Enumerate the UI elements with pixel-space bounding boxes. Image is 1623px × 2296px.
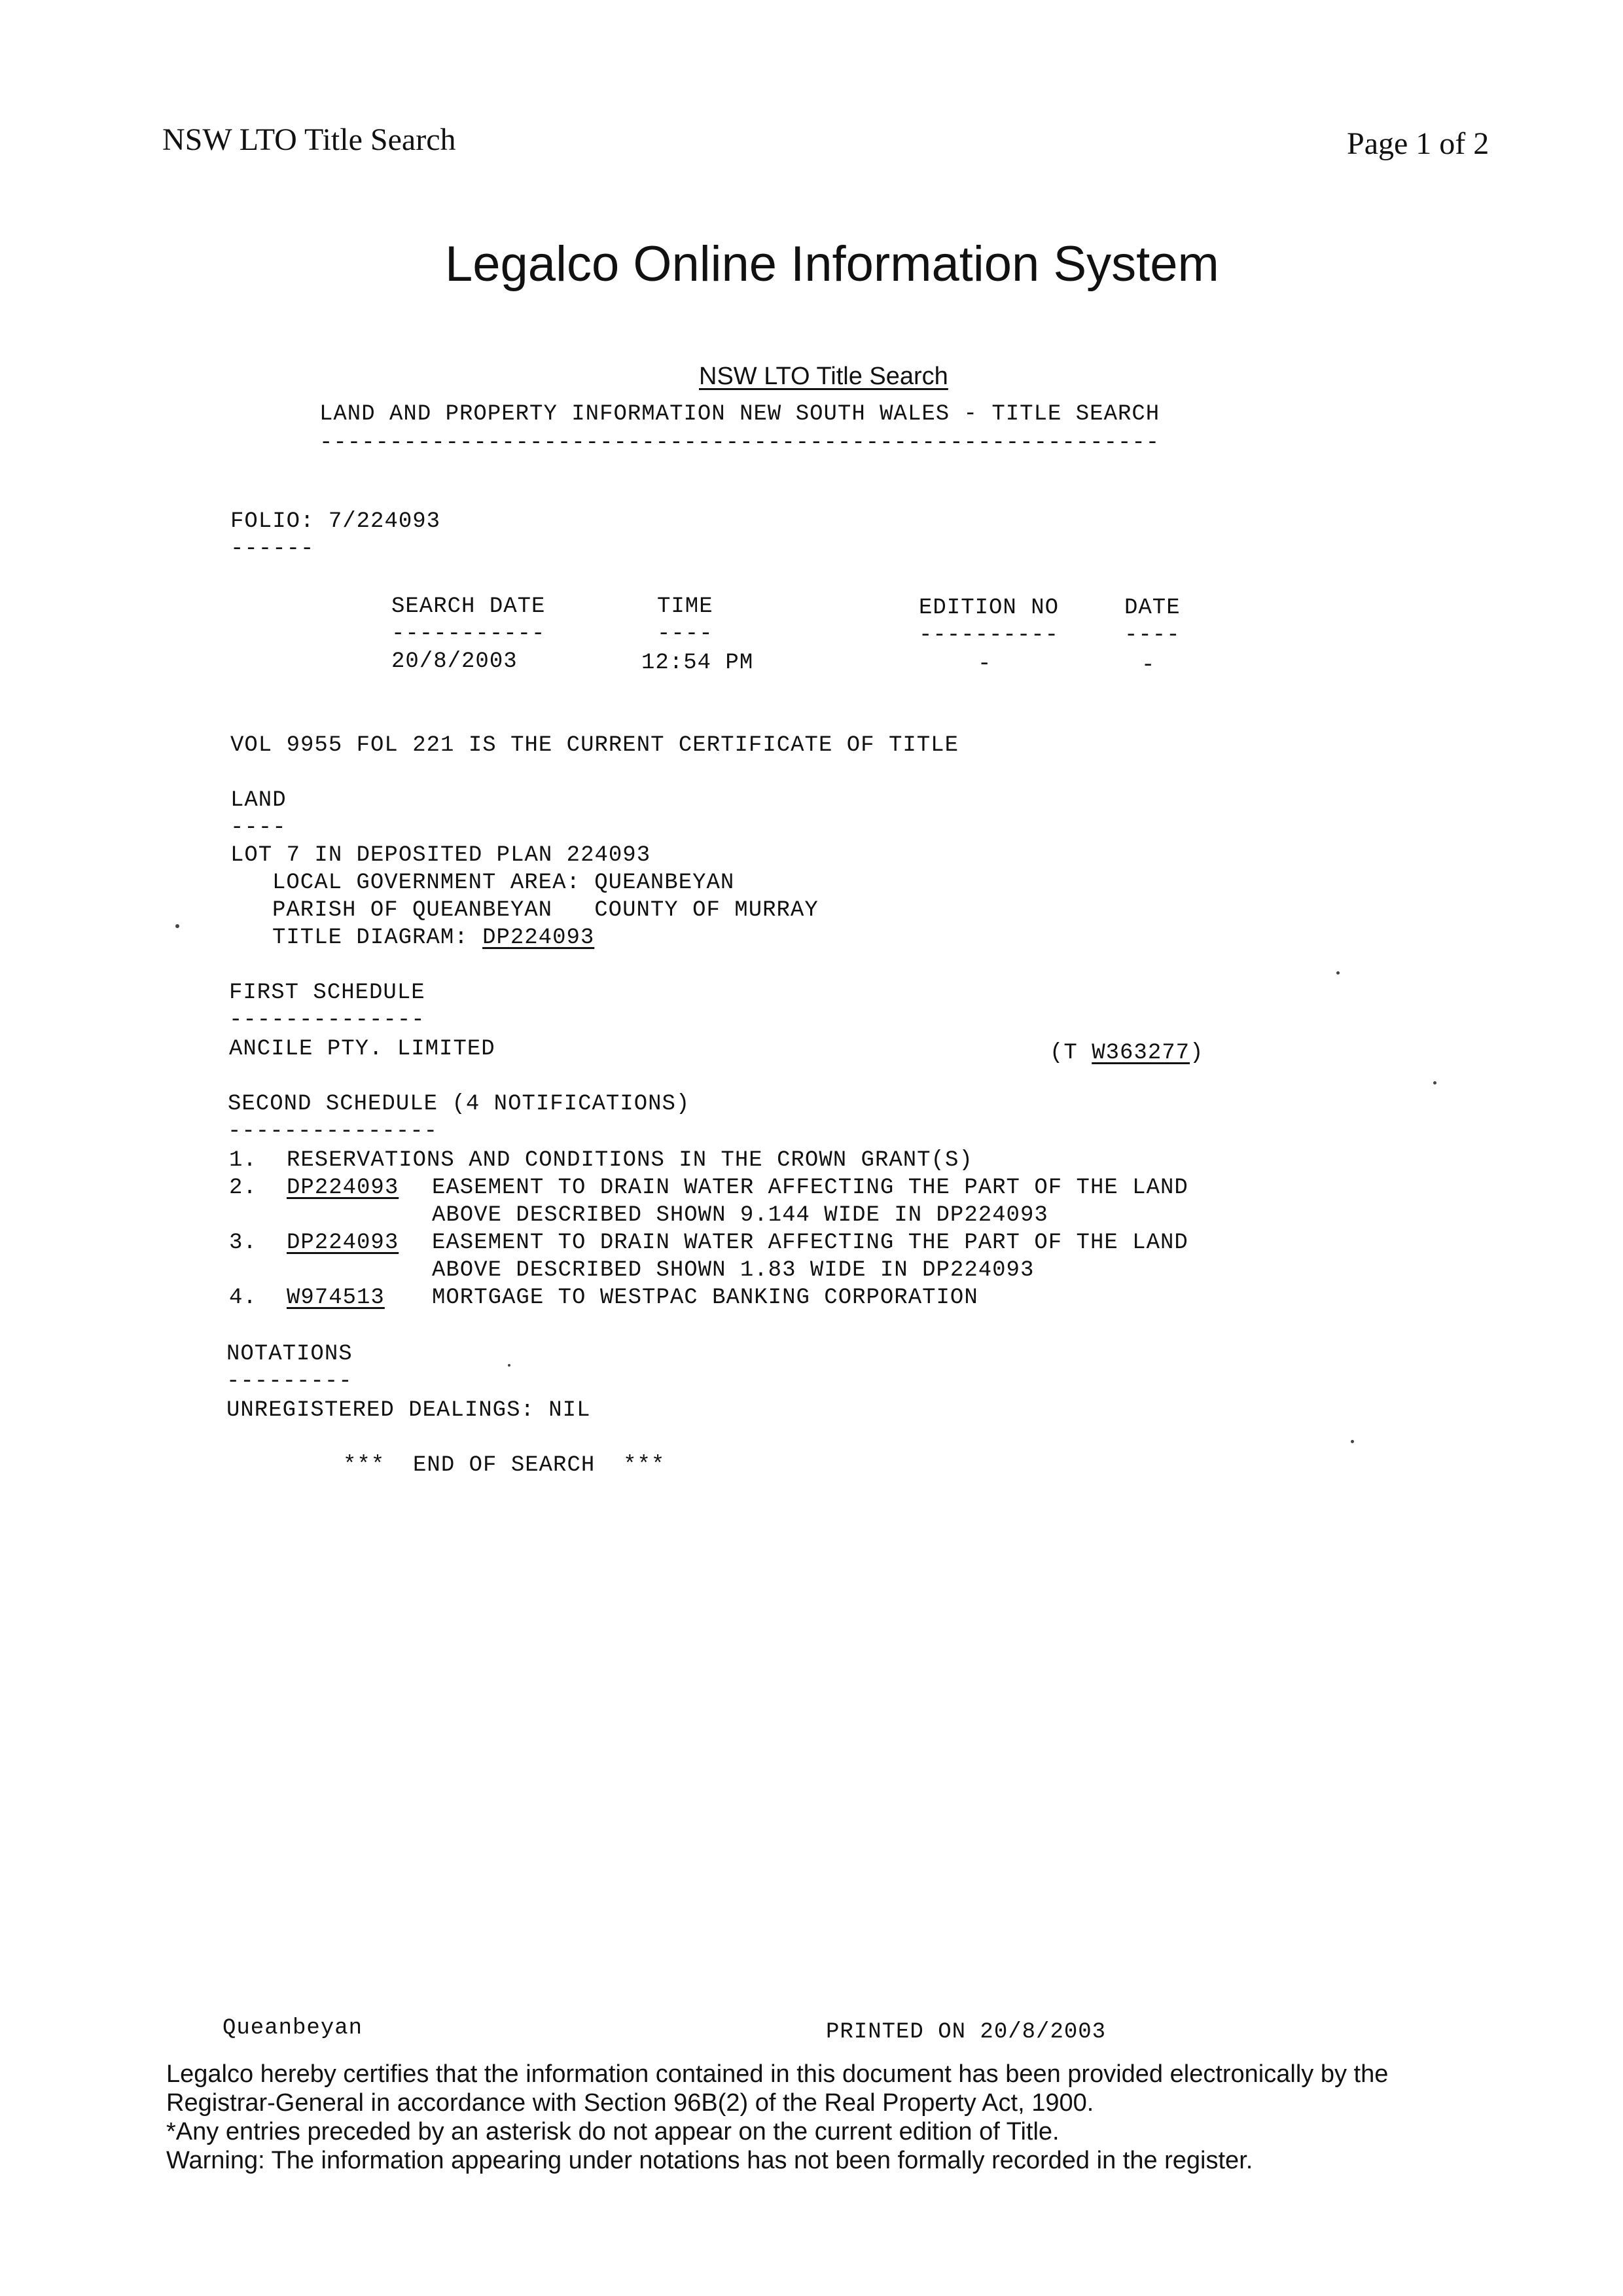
- folio-line: [230, 511, 440, 533]
- notification-text: ABOVE DESCRIBED SHOWN 1.83 WIDE IN DP224093: [432, 1258, 1035, 1283]
- title-diagram-line: [272, 927, 594, 949]
- dealing-ref-link[interactable]: W363277: [1092, 1041, 1190, 1066]
- col-header-search-date: SEARCH DATE: [391, 594, 546, 619]
- notification-dealing-link[interactable]: DP224093: [287, 1230, 399, 1255]
- footer-printed-date: PRINTED ON 20/8/2003: [826, 2020, 1107, 2045]
- notification-text: RESERVATIONS AND CONDITIONS IN THE CROWN GRANT(S): [287, 1148, 973, 1173]
- notification-number: 4.: [229, 1285, 257, 1310]
- land-rule: ----: [230, 816, 287, 840]
- col-rule-search-date: -----------: [391, 622, 546, 647]
- footer-asterisk-note: *Any entries preceded by an asterisk do not appear on the current edition of Title.: [166, 2118, 1060, 2145]
- first-schedule-heading: FIRST SCHEDULE: [229, 980, 425, 1005]
- notification-text: MORTGAGE TO WESTPAC BANKING CORPORATION: [432, 1285, 978, 1310]
- title-diagram-link[interactable]: DP224093: [482, 925, 595, 950]
- title-diagram-label: TITLE DIAGRAM:: [272, 925, 469, 950]
- notification-number: 1.: [229, 1148, 257, 1173]
- notification-number: 2.: [229, 1175, 257, 1200]
- scan-speck: [1433, 1081, 1436, 1085]
- second-schedule-rule: ---------------: [228, 1119, 438, 1144]
- scan-speck: [1336, 971, 1340, 975]
- lot-description: LOT 7 IN DEPOSITED PLAN 224093: [230, 843, 651, 868]
- print-header-title: NSW LTO Title Search: [162, 122, 456, 157]
- footer-location: Queanbeyan: [223, 2016, 363, 2041]
- first-schedule-rule: --------------: [229, 1008, 425, 1033]
- col-header-time: TIME: [657, 594, 713, 619]
- current-certificate-statement: VOL 9955 FOL 221 IS THE CURRENT CERTIFICATE OF TITLE: [230, 733, 959, 758]
- land-heading: LAND: [230, 788, 287, 813]
- local-government-area: LOCAL GOVERNMENT AREA: QUEANBEYAN: [272, 870, 735, 895]
- footer-warning: Warning: The information appearing under notations has not been formally recorded in the register.: [166, 2147, 1253, 2174]
- second-schedule-heading: SECOND SCHEDULE (4 NOTIFICATIONS): [228, 1092, 690, 1117]
- date-value: -: [1141, 653, 1156, 678]
- notification-text: EASEMENT TO DRAIN WATER AFFECTING THE PART OF THE LAND: [432, 1230, 1188, 1255]
- col-header-edition-no: EDITION NO: [919, 596, 1060, 620]
- document-title: Legalco Online Information System: [445, 236, 1219, 292]
- notations-heading: NOTATIONS: [226, 1342, 353, 1367]
- banner-rule: ------------------------------------------------------------: [319, 431, 1160, 456]
- folio-rule: ------: [230, 537, 315, 562]
- col-rule-date: ----: [1124, 623, 1181, 648]
- notification-text: ABOVE DESCRIBED SHOWN 9.144 WIDE IN DP224093: [432, 1203, 1048, 1228]
- end-of-search: *** END OF SEARCH ***: [343, 1453, 666, 1478]
- parish-county: PARISH OF QUEANBEYAN COUNTY OF MURRAY: [272, 898, 819, 923]
- registered-proprietor: ANCILE PTY. LIMITED: [229, 1037, 495, 1062]
- unregistered-dealings: UNREGISTERED DEALINGS: NIL: [226, 1398, 591, 1423]
- print-header-page-number: Page 1 of 2: [1347, 126, 1489, 161]
- col-header-date: DATE: [1124, 596, 1181, 620]
- search-time-value: 12:54 PM: [641, 651, 754, 675]
- edition-no-value: -: [978, 652, 992, 677]
- notification-number: 3.: [229, 1230, 257, 1255]
- title-search-link[interactable]: NSW LTO Title Search: [699, 363, 948, 390]
- dealing-ref-suffix: ): [1190, 1041, 1204, 1066]
- footer-certification: Legalco hereby certifies that the information contained in this document has been provided electronically by the Registrar-General in accordance with Section 96B(2) of the Real Property Act, 1900.: [166, 2060, 1389, 2117]
- search-banner: LAND AND PROPERTY INFORMATION NEW SOUTH WALES - TITLE SEARCH: [319, 402, 1160, 427]
- notification-text: EASEMENT TO DRAIN WATER AFFECTING THE PART OF THE LAND: [432, 1175, 1188, 1200]
- dealing-ref-prefix: (T: [1050, 1041, 1078, 1066]
- folio-value: 7/224093: [328, 509, 441, 534]
- notification-dealing-link[interactable]: W974513: [287, 1285, 385, 1310]
- notations-rule: ---------: [226, 1369, 353, 1394]
- notification-dealing-link[interactable]: DP224093: [287, 1175, 399, 1200]
- scan-speck: [508, 1364, 510, 1367]
- scan-speck: [1351, 1440, 1354, 1443]
- search-date-value: 20/8/2003: [391, 649, 518, 674]
- folio-label: FOLIO:: [230, 509, 315, 534]
- scan-speck: [175, 924, 179, 928]
- proprietor-dealing-ref: [1050, 1042, 1204, 1064]
- col-rule-time: ----: [657, 622, 713, 647]
- col-rule-edition-no: ----------: [919, 623, 1060, 648]
